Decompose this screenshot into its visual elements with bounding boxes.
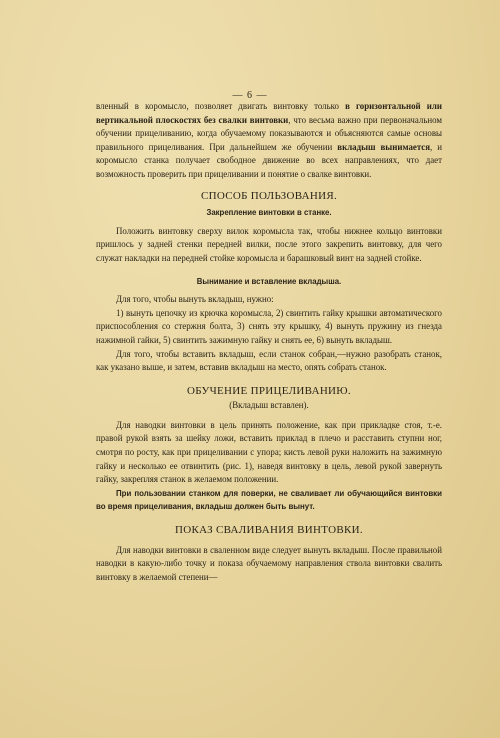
intro-bold-plane: в горизонтальной или вертикальной плоскостях без свалки винтовки <box>96 101 442 125</box>
aim-heading: ОБУЧЕНИЕ ПРИЦЕЛИВАНИЮ. <box>187 384 351 397</box>
mount-paragraph: Положить винтовку сверху вилок коромысла так, чтобы нижнее кольцо винтовки пришлось у задней стенки передней вилки, после этого закрепить винтовку, для чего служат накладки на передней стойке коромысла и барашковый винт на задней стойке. <box>96 225 442 263</box>
aim-warning: При пользовании станком для поверки, не сваливает ли обучающийся винтовки во время прицеливания, вкладыш должен быть вынут. <box>96 488 442 512</box>
insert-subheading: Вынимание и вставление вкладыша. <box>196 276 342 286</box>
insert-paragraph-3: Для того, чтобы вставить вкладыш, если станок собран,—нужно разобрать станок, как указано выше, и затем, вставив вкладыш на место, опять собрать станок. <box>96 348 442 373</box>
insert-paragraph-2: 1) вынуть цепочку из крючка коромысла, 2) свинтить гайку крышки автоматического приспособления со стержня болта, 3) снять эту крышку, 4) вынуть пружину из гнезда нажимной гайки, 5) свинтить зажимную гайку и снять ее, 6) вынуть вкладыш. <box>96 307 442 345</box>
aim-paragraph: Для наводки винтовки в цель принять положение, как при прикладке стоя, т.-е. правой рукой взять за шейку ложи, вставить приклад в плечо и расставить ступни ног, смотря по росту, как при прицеливании с упора; кисть левой руки наложить на зажимную гайку и несколько ее отвинтить (рис. 1), наведя винтовку в цель, левой рукой завернуть гайку, закрепляя станок в желаемом положении. <box>96 419 442 485</box>
intro-paragraph: вленный в коромысло, позволяет двигать винтовку только в горизонтальной или вертикальной плоскостях без свалки винтовки, что весьма важно при первоначальном обучении прицеливанию, когда обучаемому показываются и объясняются самые основы правильного прицеливания. При дальнейшем же обучении вкладыш вынимается, и коромысло станка получает свободное движение во всех направлениях, что дает возможность проверить при прицеливании и понятие о свалке винтовки. <box>96 101 443 179</box>
page-number: — 6 — <box>232 90 268 101</box>
usage-heading: СПОСОБ ПОЛЬЗОВАНИЯ. <box>200 189 338 202</box>
document-body <box>96 100 442 584</box>
insert-paragraph-1: Для того, чтобы вынуть вкладыш, нужно: <box>116 294 274 305</box>
mount-subheading: Закрепление винтовки в станке. <box>206 208 332 218</box>
aim-subtitle: (Вкладыш вставлен). <box>229 400 309 411</box>
tilt-heading: ПОКАЗ СВАЛИВАНИЯ ВИНТОВКИ. <box>175 524 363 537</box>
intro-bold-insert: вкладыш вынимается <box>337 141 431 152</box>
tilt-paragraph: Для наводки винтовки в сваленном виде следует вынуть вкладыш. После правильной наводки в какую-либо точку и показа обучаемому направления ствола винтовки свалить винтовку в желаемой степени— <box>96 544 442 582</box>
